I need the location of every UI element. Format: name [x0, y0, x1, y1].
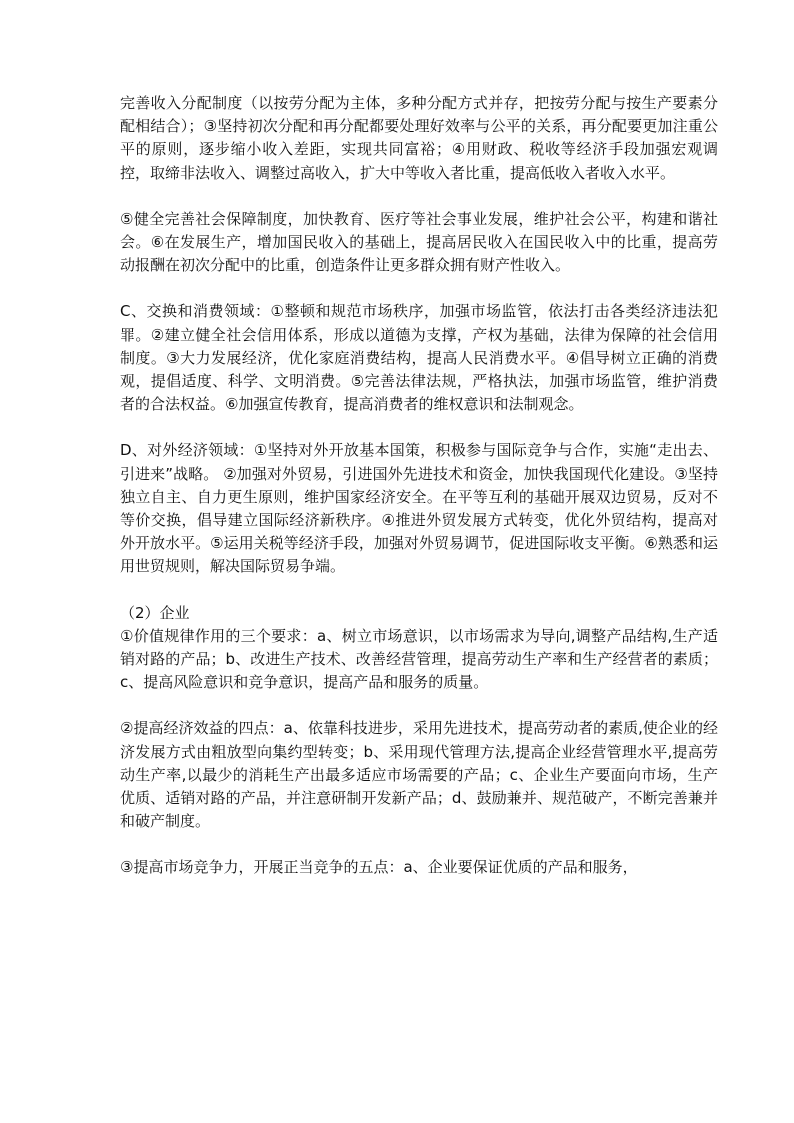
paragraph-gap — [120, 277, 718, 300]
paragraph-social-security: ⑤健全完善社会保障制度，加快教育、医疗等社会事业发展，维护社会公平，构建和谐社会。⑥在发展生产，增加国民收入的基础上，提高居民收入在国民收入中的比重，提高劳动报酬在初次分配中的比重，创造条件让更多群众拥有财产性收入。 — [120, 209, 718, 275]
paragraph-gap — [120, 694, 718, 717]
paragraph-gap — [120, 579, 718, 602]
paragraph-foreign-economy: D、对外经济领域：①坚持对外开放基本国策，积极参与国际竞争与合作，实施“走出去、引进来”战略。 ②加强对外贸易，引进国外先进技术和资金，加快我国现代化建设。③坚持独立自主、自力更生原则，维护国家经济安全。在平等互利的基础开展双边贸易，反对不等价交换，倡导建立国际经济新秩序。④推进外贸发展方式转变，优化外贸结构，提高对外开放水平。⑤运用关税等经济手段，加强对外贸易调节，促进国际收支平衡。⑥熟悉和运用世贸规则，解决国际贸易争端。 — [120, 441, 718, 576]
paragraph-income-distribution: 完善收入分配制度（以按劳分配为主体，多种分配方式并存，把按劳分配与按生产要素分配相结合）；③坚持初次分配和再分配都要处理好效率与公平的关系，再分配要更加注重公平的原则，逐步缩小收入差距，实现共同富裕；④用财政、税收等经济手段加强宏观调控，取缔非法收入、调整过高收入，扩大中等收入者比重，提高低收入者收入水平。 — [120, 94, 718, 182]
paragraph-gap — [120, 185, 718, 208]
paragraph-economic-efficiency: ②提高经济效益的四点：a、依靠科技进步，采用先进技术，提高劳动者的素质,使企业的经济发展方式由粗放型向集约型转变；b、采用现代管理方法,提高企业经营管理水平,提高劳动生产率,以最少的消耗生产出最多适应市场需要的产品；c、企业生产要面向市场，生产优质、适销对路的产品，并注意研制开发新产品；d、鼓励兼并、规范破产，不断完善兼并和破产制度。 — [120, 719, 718, 831]
paragraph-value-law: ①价值规律作用的三个要求：a、树立市场意识，以市场需求为导向,调整产品结构,生产适销对路的产品；b、改进生产技术、改善经营管理，提高劳动生产率和生产经营者的素质；c、提高风险意识和竞争意识，提高产品和服务的质量。 — [120, 626, 718, 692]
section-heading-enterprise: （2）企业 — [120, 603, 190, 622]
paragraph-gap — [120, 416, 718, 439]
paragraph-exchange-consumption: C、交换和消费领域：①整顿和规范市场秩序，加强市场监管，依法打击各类经济违法犯罪。②建立健全社会信用体系，形成以道德为支撑，产权为基础，法律为保障的社会信用制度。③大力发展经济，优化家庭消费结构，提高人民消费水平。④倡导树立正确的消费观，提倡适度、科学、文明消费。⑤完善法律法规，严格执法，加强市场监管，维护消费者的合法权益。⑥加强宣传教育，提高消费者的维权意识和法制观念。 — [120, 302, 718, 414]
paragraph-gap — [120, 833, 718, 856]
paragraph-market-competitiveness: ③提高市场竞争力，开展正当竞争的五点：a、企业要保证优质的产品和服务， — [120, 858, 638, 877]
